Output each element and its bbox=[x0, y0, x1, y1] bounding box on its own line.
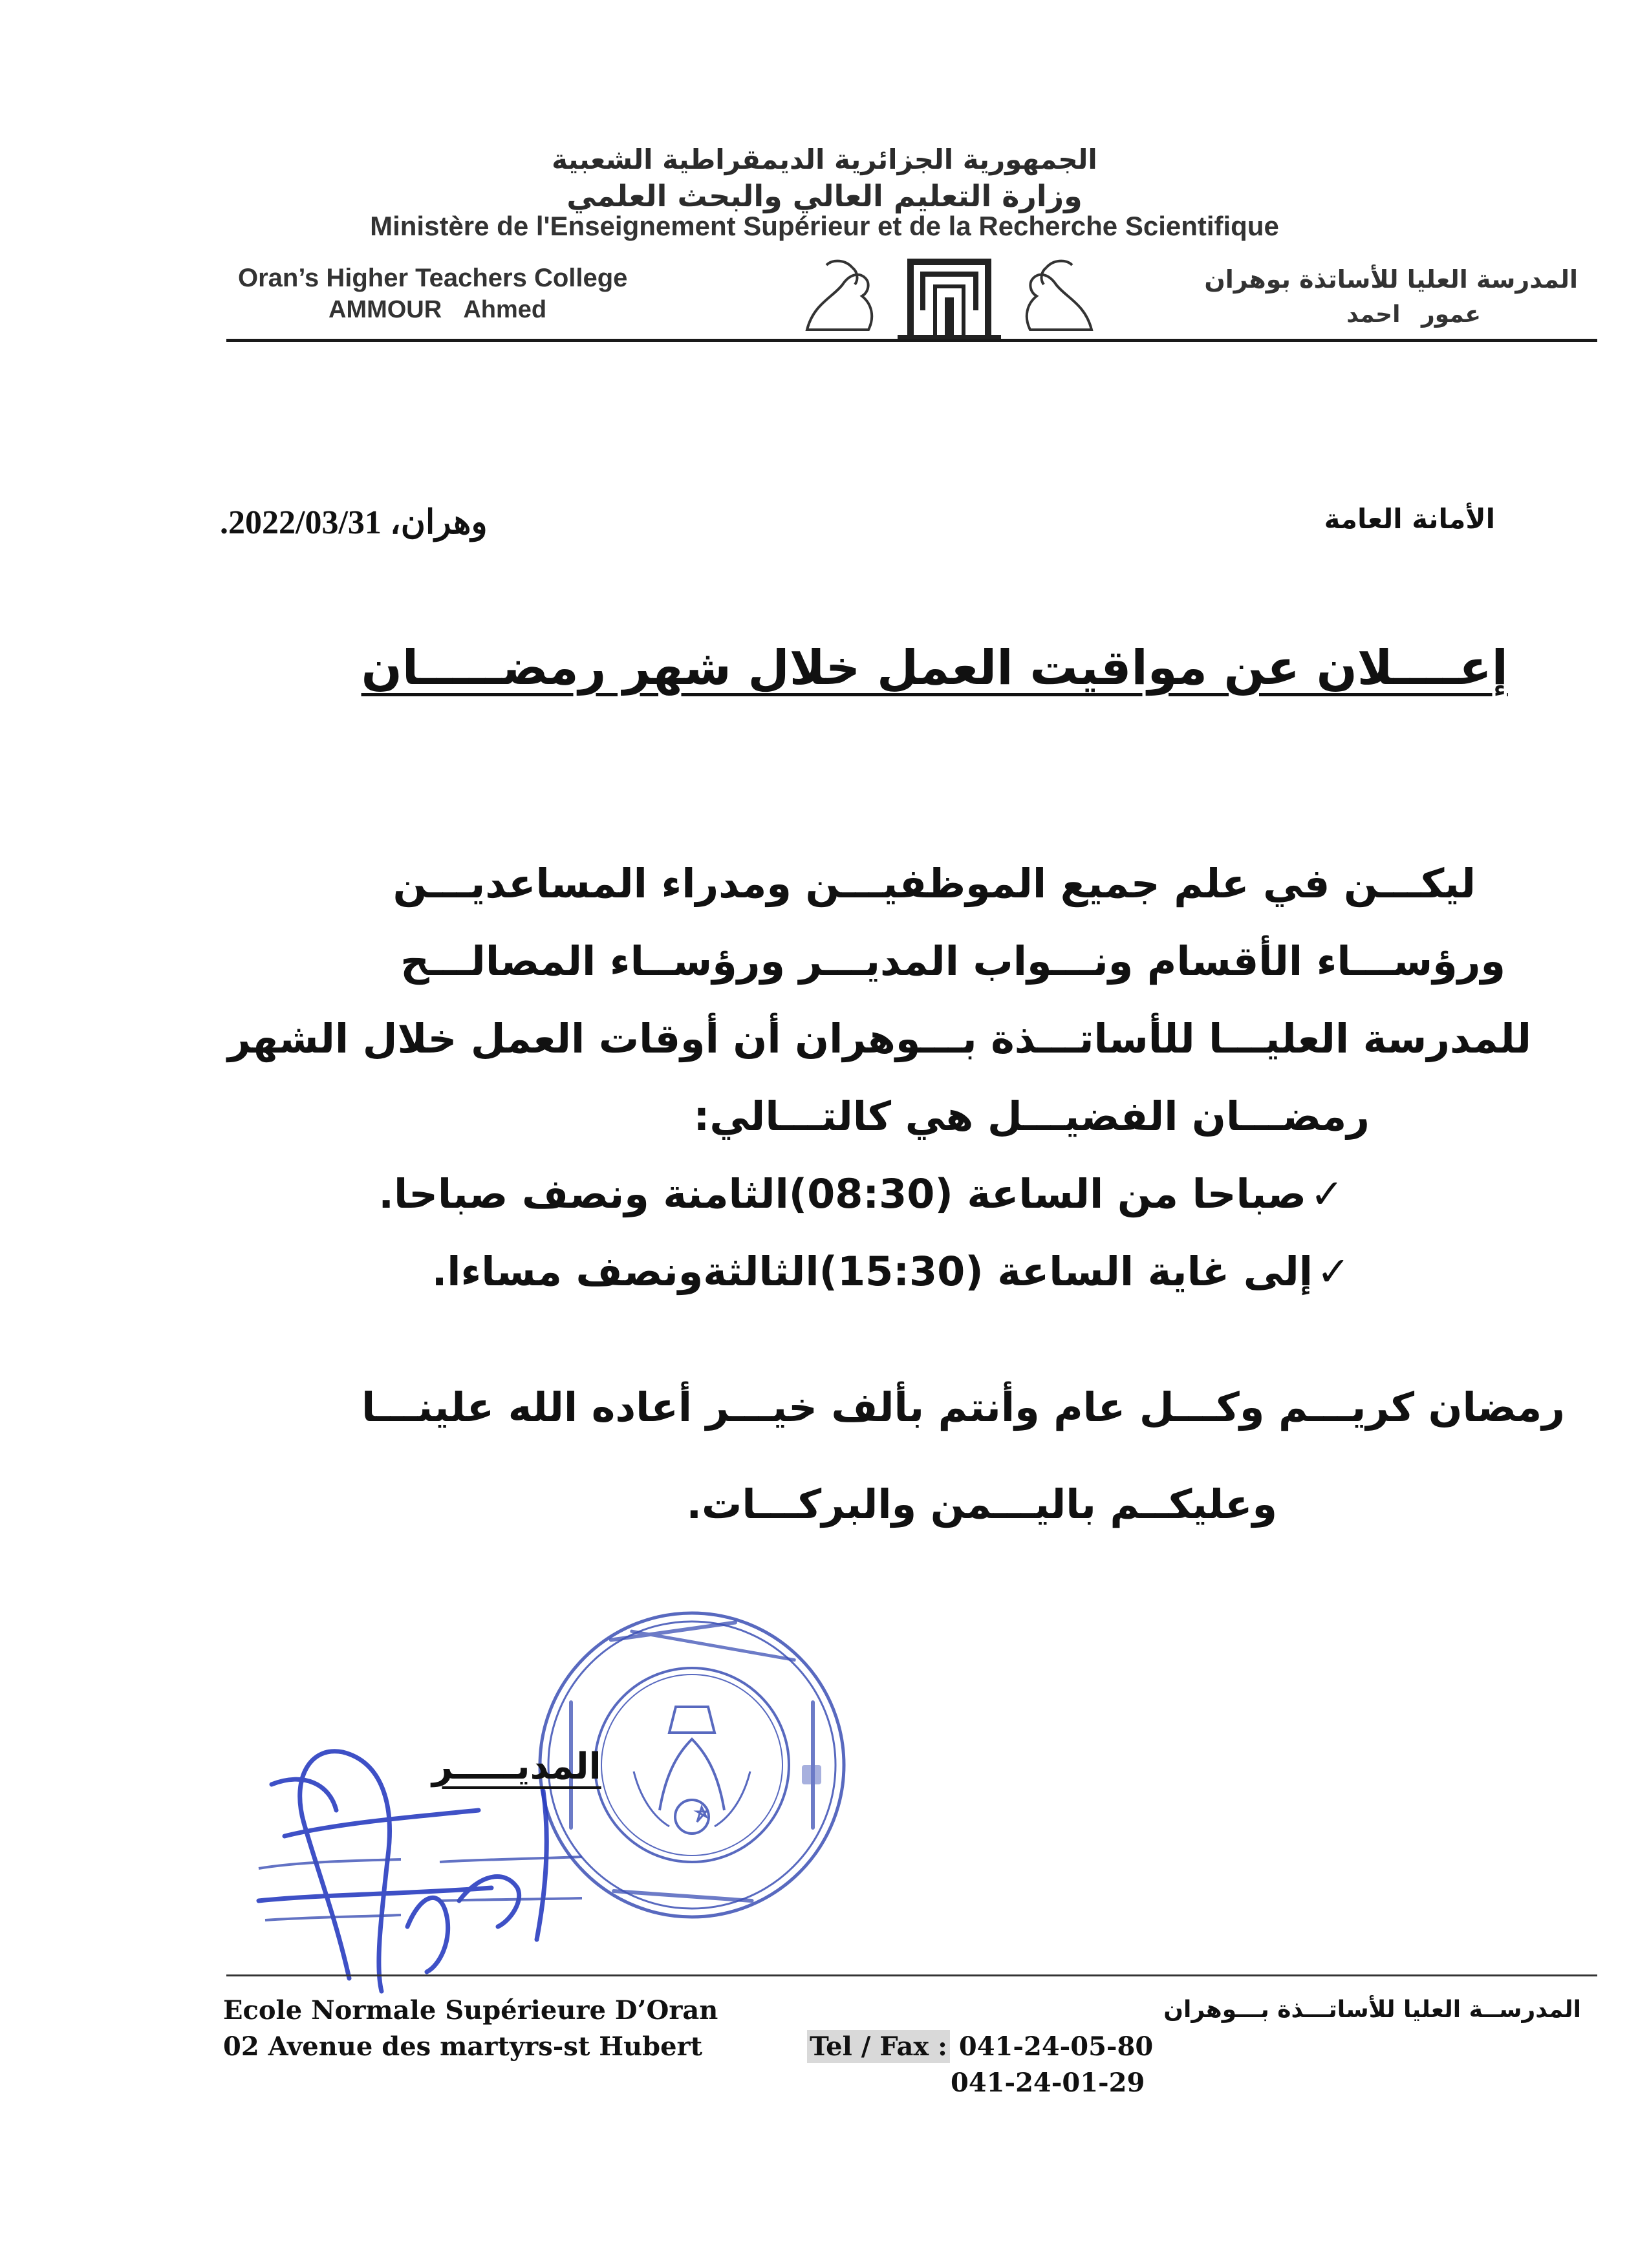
body-line-4: رمضـــان الفضيـــل هي كالتـــالي: bbox=[693, 1093, 1370, 1140]
body-line-2: ورؤســـاء الأقسام ونـــواب المديـــر ورؤســاء المصالـــح bbox=[400, 937, 1505, 985]
schedule-start-item bbox=[378, 1170, 1344, 1217]
republic-heading: الجمهورية الجزائرية الديمقراطية الشعبية bbox=[552, 144, 1097, 175]
footer-address: 02 Avenue des martyrs-st Hubert bbox=[223, 2031, 703, 2062]
document-date: وهران، 2022/03/31. bbox=[220, 504, 488, 541]
school-emblem-icon bbox=[788, 246, 1111, 343]
greeting-line-2: وعليكــم باليـــمن والبركـــات. bbox=[686, 1481, 1277, 1528]
check-mark-icon: ✓ bbox=[1317, 1248, 1350, 1295]
schedule-end-text: إلى غاية الساعة (15:30)الثالثةونصف مساءا. bbox=[431, 1248, 1313, 1295]
footer-school-name: Ecole Normale Supérieure D’Oran bbox=[223, 1995, 718, 2026]
footer-school-name-ar: المدرســة العليا للأساتـــذة بـــوهران bbox=[1163, 1996, 1581, 2023]
footer-phone bbox=[807, 2031, 1153, 2062]
phone-label: Tel / Fax : bbox=[807, 2030, 950, 2063]
ministry-heading-fr: Ministère de l'Enseignement Supérieur et de la Recherche Scientifique bbox=[370, 211, 1279, 241]
school-namesake-ar: عمور احمد bbox=[1346, 301, 1481, 328]
issuing-department: الأمانة العامة bbox=[1324, 503, 1495, 535]
body-line-3: للمدرسة العليـــا للأساتـــذة بـــوهران أن أوقات العمل خلال الشهر bbox=[228, 1015, 1531, 1062]
school-namesake-en: AMMOUR Ahmed bbox=[329, 296, 547, 323]
header-divider bbox=[226, 339, 1597, 342]
announcement-title: إعــــلان عن مواقيت العمل خلال شهر رمضـــــان bbox=[361, 640, 1508, 696]
phone-number-2: 041-24-01-29 bbox=[951, 2068, 1145, 2098]
footer-divider bbox=[226, 1974, 1597, 1976]
school-name-ar: المدرسة العليا للأساتذة بوهران bbox=[1204, 265, 1578, 294]
body-line-1: ليكـــن في علم جميع الموظفيـــن ومدراء المساعديـــن bbox=[393, 860, 1476, 907]
ministry-heading-ar: وزارة التعليم العالي والبحث العلمي bbox=[566, 178, 1083, 213]
schedule-end-item bbox=[432, 1248, 1350, 1295]
schedule-start-text: صباحا من الساعة (08:30)الثامنة ونصف صباحا. bbox=[378, 1170, 1307, 1217]
director-title: المديـــــر bbox=[432, 1746, 601, 1788]
school-name-en: Oran’s Higher Teachers College bbox=[238, 264, 628, 292]
check-mark-icon: ✓ bbox=[1310, 1170, 1344, 1217]
phone-number-1: 041-24-05-80 bbox=[958, 2031, 1154, 2062]
greeting-line-1: رمضان كريـــم وكـــل عام وأنتم بألف خيـــر أعاده الله علينـــا bbox=[361, 1384, 1565, 1431]
